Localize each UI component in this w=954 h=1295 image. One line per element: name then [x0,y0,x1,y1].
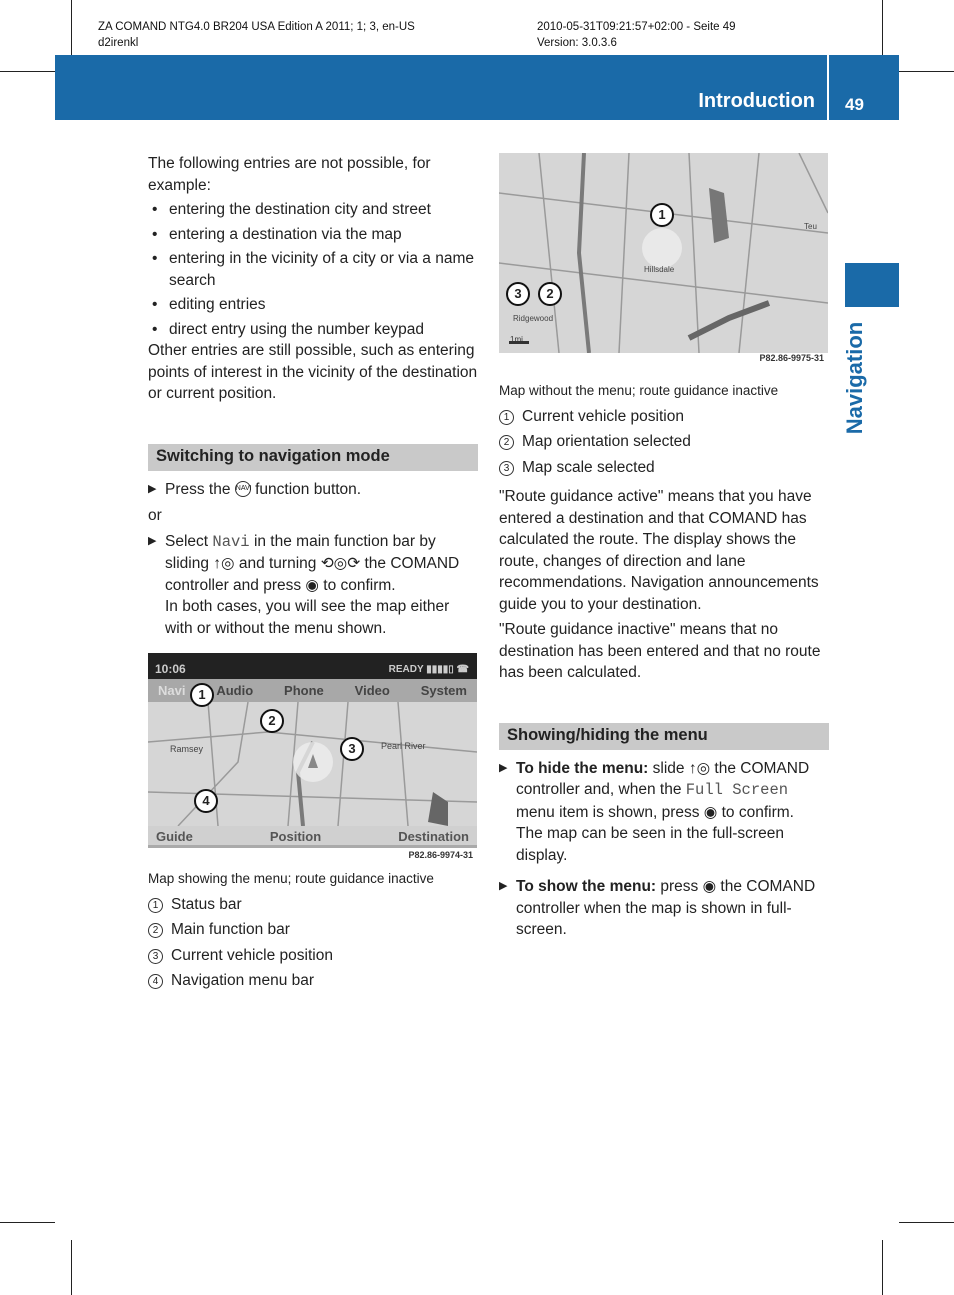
number-icon: 4 [148,974,163,989]
bullet-item: • entering the destination city and street [152,199,478,221]
paragraph: The following entries are not possible, for example: [148,155,431,194]
bold-label: To show the menu: [516,878,657,895]
text: Status bar [171,895,242,913]
page-number: 49 [845,95,864,114]
instruction-step [148,479,478,501]
paragraph: "Route guidance inactive" means that no destination has been entered and that no route has been calculated. [499,621,821,681]
callout-2: 2 [538,282,562,306]
menu-item-code: Navi [212,532,250,551]
arrow-icon: ▶ [148,534,157,547]
crop-mark [899,71,954,72]
crop-mark [71,1240,72,1295]
text: Select [165,532,209,550]
chapter-title: Introduction [698,90,815,112]
text: Navigation menu bar [171,972,315,989]
map-place-label: Teu [804,222,817,231]
menu-item: Phone [284,683,324,698]
text: Press the [165,480,231,498]
legend-item [148,970,478,992]
legend-item [499,406,829,428]
crop-mark [882,0,883,55]
bold-label: To hide the menu: [516,759,649,777]
image-code: P82.86-9974-31 [408,849,473,860]
menu-item: Destination [398,829,469,844]
paragraph: Other entries are still possible, such as entering points of interest in the vicinity of the destination or current position. [148,342,478,402]
menu-item: Guide [156,829,193,844]
legend-item [499,431,829,453]
crop-mark [0,1222,55,1223]
instruction-step [499,758,829,867]
meta-text: Version: 3.0.3.6 [537,37,617,49]
menu-item: Audio [216,683,254,698]
side-tab-label: Navigation [842,321,867,435]
map-place-label: Ramsey [170,744,204,754]
print-meta-right [537,19,736,51]
number-icon: 2 [148,923,163,938]
callout-3: 3 [340,737,364,761]
map-place-label: Hillsdale [644,265,675,274]
arrow-icon: ▶ [499,880,508,892]
crop-mark [899,1222,954,1223]
image-caption: Map without the menu; route guidance inactive [499,383,779,398]
image-code: P82.86-9975-31 [759,352,824,363]
number-icon: 1 [499,410,514,425]
section-heading: Switching to navigation mode [148,444,478,471]
map-scale: 1mi [510,335,523,344]
status-bar [148,653,477,679]
text: or [148,507,162,524]
menu-item-code: Full Screen [685,781,789,799]
text: press ◉ the COMAND controller when the map is shown in full-screen. [516,878,816,938]
callout-2: 2 [260,709,284,733]
right-column [499,153,829,941]
callout-3: 3 [506,282,530,306]
meta-text: ZA COMAND NTG4.0 BR204 USA Edition A 2011; 1; 3, en-US [98,21,415,33]
legend-item [148,919,478,941]
menu-item: Video [354,683,390,698]
number-icon: 3 [148,949,163,964]
text: in the main function bar by sliding ↑◎ and turning ⟲◎⟳ the COMAND controller and press ◉ to confirm. [165,532,460,594]
text: The map can be seen in the full-screen display. [516,825,784,864]
map-place-label: Ridgewood [513,314,554,323]
legend-item [148,894,478,916]
callout-1: 1 [650,203,674,227]
callout-4: 4 [194,789,218,813]
section-heading: Showing/hiding the menu [499,723,829,750]
bullet-item: • editing entries [152,294,478,316]
side-tab [845,263,899,307]
bullet-item: • direct entry using the number keypad [152,319,478,341]
number-icon: 3 [499,461,514,476]
number-icon: 2 [499,435,514,450]
bullet-item: • entering in the vicinity of a city or via a name search [152,248,478,291]
arrow-icon: ▶ [499,761,508,774]
instruction-step [499,876,829,941]
crop-mark [71,0,72,55]
print-meta-left [98,19,415,51]
map-without-menu-image [499,153,828,373]
text: function button. [255,480,362,498]
menu-item: Position [269,829,322,844]
paragraph: "Route guidance active" means that you have entered a destination and that COMAND has calculated the route. The display shows the route, changes of direction and lane recommendations. Navigation announcements guide you to your destination. [499,488,819,613]
legend-item [148,945,478,967]
text: Current vehicle position [171,946,333,964]
arrow-icon: ▶ [148,482,157,495]
text: In both cases, you will see the map either with or without the menu shown. [165,598,450,637]
navi-button-icon: NAVI [235,481,251,497]
text: Current vehicle position [522,407,684,425]
text: menu item is shown, press ◉ to confirm. [516,803,794,821]
number-icon: 1 [148,898,163,913]
text: Main function bar [171,921,290,938]
meta-text: 2010-05-31T09:21:57+02:00 - Seite 49 [537,21,736,33]
crop-mark [882,1240,883,1295]
text: slide ↑◎ the COMAND controller and, when the [516,759,810,798]
map-with-menu-image [148,653,477,868]
status-indicators: READY ▮▮▮▮▯ ☎ [388,664,469,675]
text: Map orientation selected [522,433,691,450]
callout-1: 1 [190,683,214,707]
image-caption: Map showing the menu; route guidance inactive [148,871,434,886]
menu-item: System [420,683,467,698]
meta-text: d2irenkl [98,37,139,49]
bullet-item: • entering a destination via the map [152,224,478,246]
divider [827,55,829,120]
chapter-header [55,55,899,120]
left-column [148,153,478,992]
map-place-label: Pearl River [381,741,426,751]
crop-mark [0,71,55,72]
clock: 10:06 [155,662,186,676]
text: Map scale selected [522,458,655,476]
instruction-step [148,531,478,640]
legend-item [499,457,829,479]
menu-item: Navi [158,683,186,698]
